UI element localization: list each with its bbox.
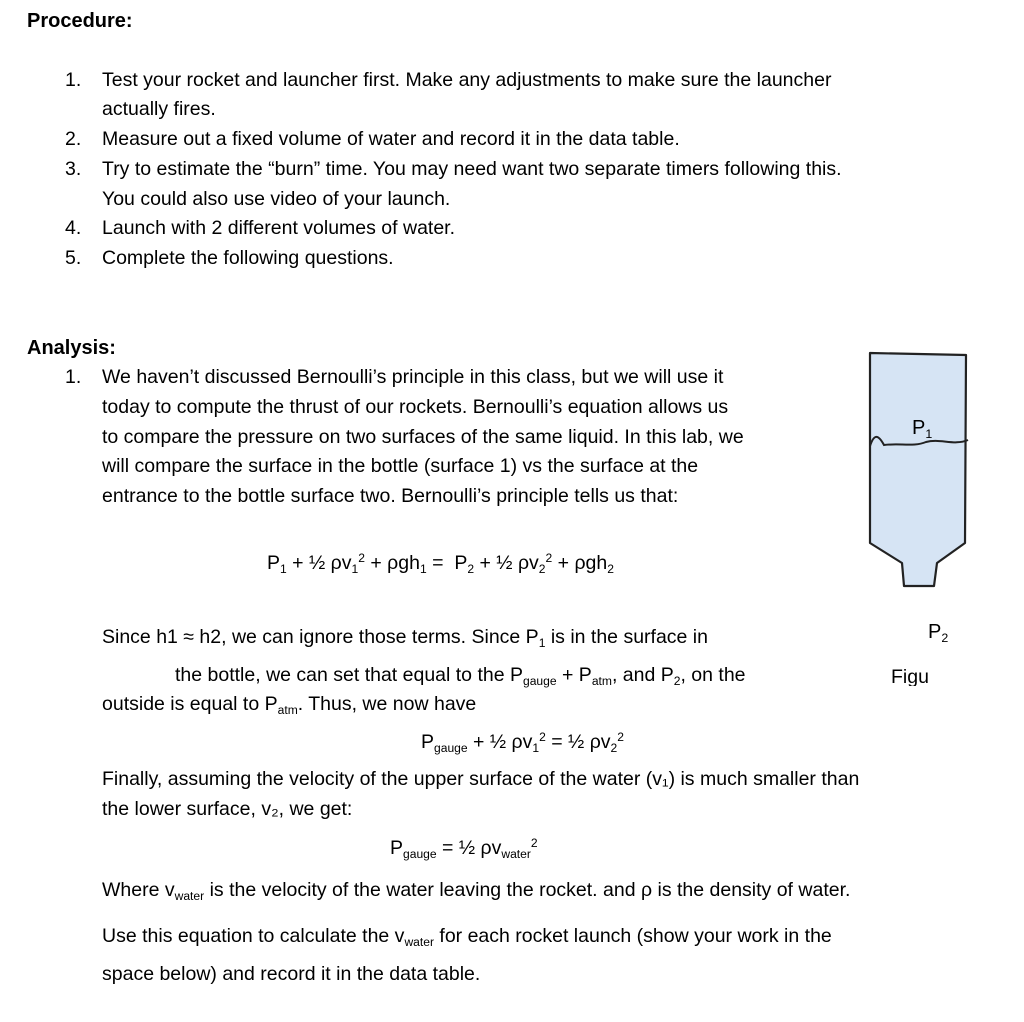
bernoulli-equation: $P_1$ + ½ $\rho v_1^2 + \rho gh_1 = P_2$ + ½ $\rho v_2^2 + \rho gh_2$ xyxy=(267,551,614,576)
gauge-pressure-equation: $P_{gauge}$ + ½ $\rho v_1^2$ = ½ $\rho v_2^2$ xyxy=(421,730,624,755)
finally-line: the lower surface, v₂, we get: xyxy=(102,798,353,820)
space-line: space below) and record it in the data table. xyxy=(102,963,481,985)
analysis-intro-line: today to compute the thrust of our rockets. Bernoulli’s equation allows us xyxy=(102,396,729,418)
step-number: 4. xyxy=(65,217,82,239)
step-text: Complete the following questions. xyxy=(102,247,394,269)
step-text: Try to estimate the “burn” time. You may need want two separate timers following this. xyxy=(102,158,842,180)
step-text: Measure out a fixed volume of water and record it in the data table. xyxy=(102,128,680,150)
analysis-intro-line: We haven’t discussed Bernoulli’s principle in this class, but we will use it xyxy=(102,366,724,388)
figure-caption: Figu xyxy=(891,668,929,686)
since-line: Since h1 ≈ h2, we can ignore those terms. Since $P_1$ is in the surface in xyxy=(102,626,708,650)
step-text: actually fires. xyxy=(102,98,216,120)
procedure-heading: Procedure: xyxy=(27,10,133,32)
step-text: Test your rocket and launcher first. Make any adjustments to make sure the launcher xyxy=(102,69,832,91)
analysis-intro-line: to compare the pressure on two surfaces of the same liquid. In this lab, we xyxy=(102,426,744,448)
step-number: 1. xyxy=(65,69,82,91)
p1-label: $P_1$ xyxy=(912,417,933,441)
finally-line: Finally, assuming the velocity of the upper surface of the water (v₁) is much smaller than xyxy=(102,768,860,790)
step-text: Launch with 2 different volumes of water. xyxy=(102,217,456,239)
step-text: You could also use video of your launch. xyxy=(102,188,451,210)
water-velocity-equation: $P_{gauge}$ = ½ $\rho v_{water}^2$ xyxy=(390,836,538,861)
where-line: Where $v_{water}$ is the velocity of the water leaving the rocket. and ρ is the density of water. xyxy=(102,879,851,903)
p2-label: $P_2$ xyxy=(928,621,949,645)
step-number: 5. xyxy=(65,247,82,269)
since-line: the bottle, we can set that equal to the $P_{gauge} + P_{atm}$, and $P_2$, on the xyxy=(175,664,746,688)
analysis-intro-line: entrance to the bottle surface two. Bernoulli’s principle tells us that: xyxy=(102,485,679,507)
analysis-item-number: 1. xyxy=(65,366,82,388)
bottle-outline xyxy=(870,353,966,586)
analysis-intro-line: will compare the surface in the bottle (surface 1) vs the surface at the xyxy=(102,455,699,477)
analysis-heading: Analysis: xyxy=(27,337,116,359)
step-number: 2. xyxy=(65,128,82,150)
step-number: 3. xyxy=(65,158,82,180)
since-line: outside is equal to $P_{atm}$. Thus, we now have xyxy=(102,693,477,717)
bottle-diagram xyxy=(864,350,974,590)
use-line: Use this equation to calculate the $v_{water}$ for each rocket launch (show your work in the xyxy=(102,925,832,949)
